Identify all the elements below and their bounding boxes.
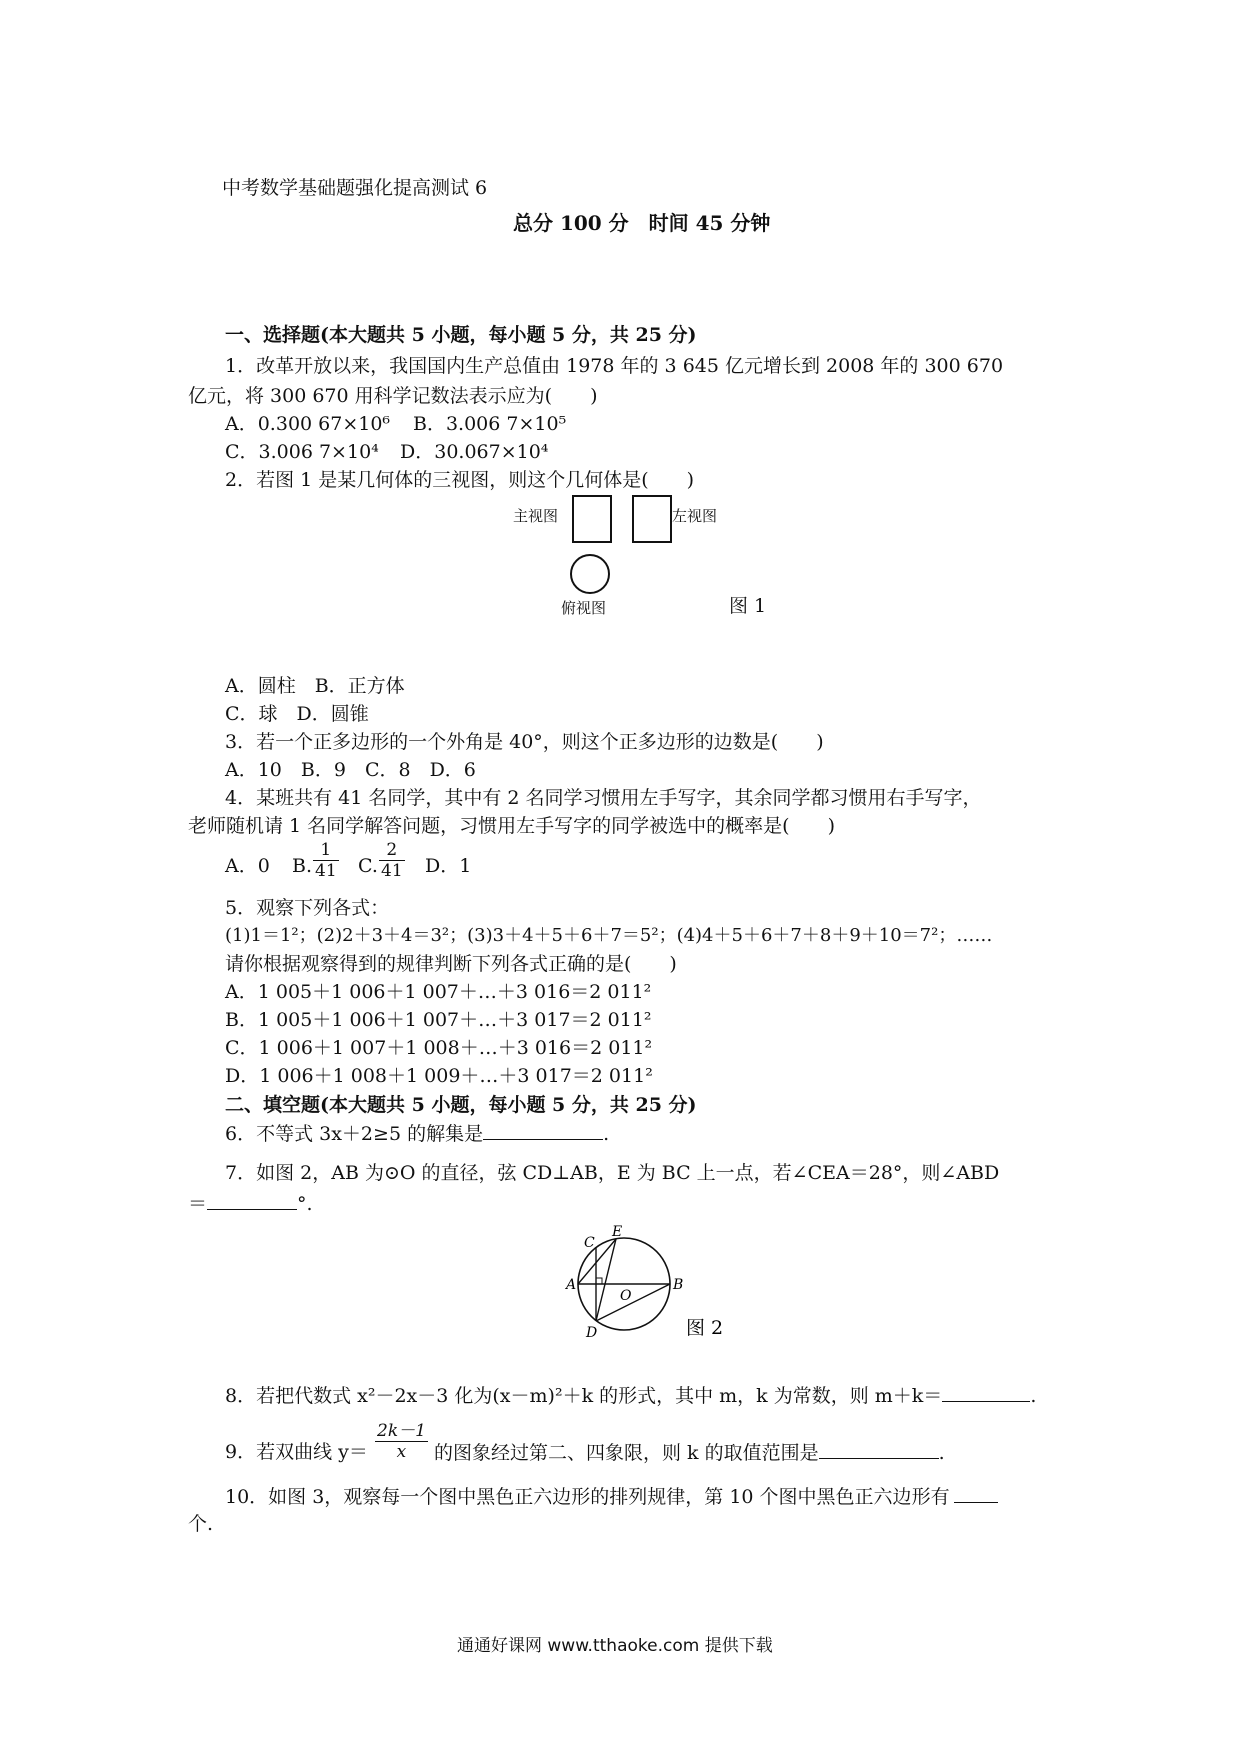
q5-option-b: B．1 005＋1 006＋1 007＋…＋3 017＝2 011²: [225, 1009, 652, 1031]
fig1-front-view-label: 主视图: [513, 507, 559, 525]
doc-title: 中考数学基础题强化提高测试 6: [222, 177, 488, 199]
q8-line: [225, 1383, 1036, 1408]
q1-option-d: D．30.067×10⁴: [400, 441, 549, 463]
q4-option-d: D．1: [425, 855, 472, 877]
q6-end: .: [603, 1123, 610, 1145]
q4-option-c-label: C.: [358, 855, 378, 877]
q2-stem: 2．若图 1 是某几何体的三视图，则这个几何体是( ): [225, 469, 695, 491]
q4-option-b-denominator: 41: [315, 861, 337, 881]
fig2-label-b: B: [673, 1277, 684, 1293]
q6-answer-blank[interactable]: [483, 1121, 603, 1140]
page-footer: 通通好课网 www.tthaoke.com 提供下载: [457, 1636, 773, 1656]
q5-option-a: A．1 005＋1 006＋1 007＋…＋3 016＝2 011²: [225, 981, 652, 1003]
q10-answer-blank[interactable]: [954, 1484, 998, 1503]
figure-2: [560, 1225, 740, 1345]
q5-option-c: C．1 006＋1 007＋1 008＋…＋3 016＝2 011²: [225, 1037, 653, 1059]
fig1-left-view-label: 左视图: [672, 507, 718, 525]
fig2-label-d: D: [586, 1325, 598, 1341]
fig2-label-a: A: [566, 1277, 577, 1293]
doc-subtitle: 总分 100 分 时间 45 分钟: [513, 211, 771, 235]
q10-line1: [225, 1484, 998, 1509]
q9-text-post: 的图象经过第二、四象限，则 k 的取值范围是: [434, 1442, 819, 1464]
q1-option-c: C．3.006 7×10⁴: [225, 441, 379, 463]
q3-stem: 3．若一个正多边形的一个外角是 40°，则这个正多边形的边数是( ): [225, 731, 824, 753]
q4-option-b-numerator: 1: [313, 840, 339, 861]
q9-line-rest: [434, 1440, 945, 1465]
fig2-right-angle-mark: [596, 1278, 602, 1284]
section2-heading: 二、填空题(本大题共 5 小题，每小题 5 分，共 25 分): [225, 1094, 697, 1116]
q4-line2: 老师随机请 1 名同学解答问题，习惯用左手写字的同学被选中的概率是( ): [188, 815, 835, 837]
q7-answer-blank[interactable]: [207, 1191, 297, 1210]
q6-line: [225, 1121, 609, 1146]
fig2-segment-db: [596, 1284, 670, 1321]
fig2-label-o: O: [620, 1288, 632, 1304]
q4-option-c-numerator: 2: [379, 840, 405, 861]
q9-answer-blank[interactable]: [819, 1440, 939, 1459]
q5-ask: 请你根据观察得到的规律判断下列各式正确的是( ): [225, 953, 677, 975]
q5-option-d: D．1 006＋1 008＋1 009＋…＋3 017＝2 011²: [225, 1065, 653, 1087]
q4-option-b-fraction: [313, 840, 339, 881]
fig1-caption: 图 1: [729, 595, 767, 617]
fig2-label-e: E: [612, 1225, 623, 1240]
figure-1: [505, 490, 765, 620]
q7-line2: [188, 1191, 313, 1216]
q9-numerator: 2k－1: [377, 1421, 426, 1441]
q8-text: 8．若把代数式 x²－2x－3 化为(x－m)²＋k 的形式，其中 m，k 为常数，则 m＋k＝: [225, 1385, 943, 1407]
q6-text: 6．不等式 3x＋2≥5 的解集是: [225, 1123, 484, 1145]
fig1-front-view-rect: [572, 495, 612, 543]
q2-options-ab: A．圆柱 B．正方体: [225, 675, 405, 697]
q7-degree: °.: [297, 1193, 313, 1215]
fig2-caption: 图 2: [686, 1317, 724, 1339]
q9-fraction: [375, 1421, 428, 1462]
q4-option-a: A．0: [225, 855, 270, 877]
q7-equals: ＝: [188, 1193, 208, 1215]
fig2-label-c: C: [584, 1235, 595, 1251]
q2-options-cd: C．球 D．圆锥: [225, 703, 369, 725]
fig1-top-view-label: 俯视图: [561, 599, 607, 617]
q8-end: .: [1030, 1385, 1037, 1407]
q4-option-b-label: B.: [292, 855, 313, 877]
q9-end: .: [938, 1442, 945, 1464]
q4-line1: 4．某班共有 41 名同学，其中有 2 名同学习惯用左手写字，其余同学都习惯用右手写字，: [225, 787, 982, 809]
q10-text: 10．如图 3，观察每一个图中黑色正六边形的排列规律，第 10 个图中黑色正六边形有: [225, 1486, 950, 1508]
q4-option-c-denominator: 41: [381, 861, 403, 881]
q1-line2: 亿元，将 300 670 用科学记数法表示应为( ): [188, 385, 598, 407]
fig1-left-view-rect: [632, 495, 672, 543]
q4-option-c-fraction: [379, 840, 405, 881]
q1-line1: 1．改革开放以来，我国国内生产总值由 1978 年的 3 645 亿元增长到 2008 年的 300 670: [225, 355, 1004, 377]
q5-stem: 5．观察下列各式：: [225, 897, 390, 919]
q10-line2: 个.: [188, 1513, 214, 1535]
q9-denominator: x: [396, 1442, 407, 1462]
q1-option-a: A．0.300 67×10⁶: [225, 413, 391, 435]
fig1-top-view-circle: [570, 554, 610, 594]
section1-heading: 一、选择题(本大题共 5 小题，每小题 5 分，共 25 分): [225, 324, 697, 346]
q3-options: A．10 B．9 C．8 D．6: [225, 759, 476, 781]
q5-series: (1)1＝1²；(2)2＋3＋4＝3²；(3)3＋4＋5＋6＋7＝5²；(4)4＋5＋6＋7＋8＋9＋10＝7²；……: [225, 925, 993, 946]
q7-line1: 7．如图 2，AB 为⊙O 的直径，弦 CD⊥AB，E 为 BC 上一点，若∠CEA＝28°，则∠ABD: [225, 1162, 1000, 1184]
q9-text-pre: 9．若双曲线 y＝: [225, 1441, 368, 1463]
q8-answer-blank[interactable]: [942, 1383, 1030, 1402]
q1-option-b: B．3.006 7×10⁵: [413, 413, 567, 435]
